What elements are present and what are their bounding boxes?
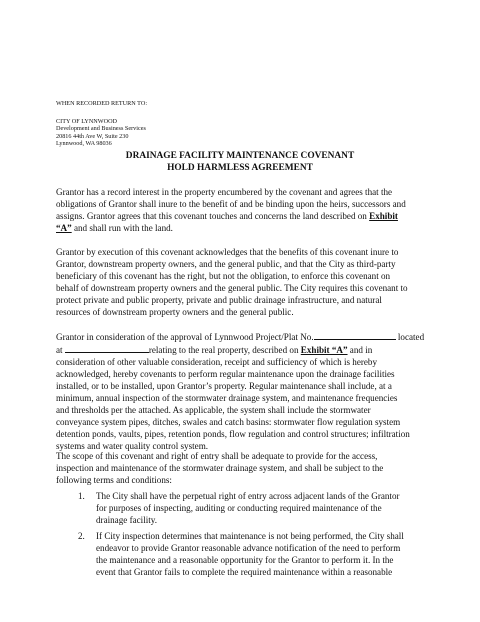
text-line: Grantor in consideration of the approval of Lynnwood Project/Plat No. located xyxy=(56,332,425,342)
text-line: beneficiary of this covenant has the right, but not the obligation, to enforce this covenant on xyxy=(56,271,391,281)
text-line: installed, or to be installed, upon Grantor’s property. Regular maintenance shall include, at a xyxy=(56,381,392,391)
text-line: minimum, annual inspection of the stormwater drainage system, and maintenance frequencies xyxy=(56,393,398,403)
paragraph-scope xyxy=(56,450,432,486)
text-line: Grantor by execution of this covenant acknowledges that the benefits of this covenant inure to xyxy=(56,247,399,257)
text-line: endeavor to provide Grantor reasonable advance notification of the need to perform xyxy=(96,543,401,553)
text-line: conveyance system pipes, ditches, swales and catch basins: stormwater flow regulation system xyxy=(56,417,401,427)
paragraph-grantor-interest xyxy=(56,186,432,234)
list-item-text xyxy=(96,530,404,578)
text-line: drainage facility. xyxy=(96,515,158,525)
plat-number-field[interactable] xyxy=(314,330,396,340)
list-item-text xyxy=(96,490,400,526)
return-address xyxy=(56,118,146,148)
text-line: event that Grantor fails to complete the required maintenance within a reasonable xyxy=(96,567,393,577)
return-to-label: WHEN RECORDED RETURN TO: xyxy=(56,100,148,107)
text-line: assigns. Grantor agrees that this covenant touches and concerns the land described on Exhibit xyxy=(56,211,398,221)
exhibit-a-reference: Exhibit xyxy=(369,211,398,221)
text-line: obligations of Grantor shall inure to the benefit of and be binding upon the heirs, successors and xyxy=(56,199,406,209)
text-line: for purposes of inspecting, auditing or conducting required maintenance of the xyxy=(96,503,382,513)
text-line: consideration of other valuable consideration, receipt and sufficiency of which is hereby xyxy=(56,357,378,367)
text-line: the maintenance and a reasonable opportunity for the Grantor to perform it. In the xyxy=(96,555,394,565)
exhibit-a-reference: Exhibit “A” xyxy=(300,345,348,355)
address-line: Lynnwood, WA 98036 xyxy=(56,140,112,148)
text-line: behalf of downstream property owners and the general public. The City requires this covenant to xyxy=(56,283,408,293)
text-line: The City shall have the perpetual right of entry across adjacent lands of the Grantor xyxy=(96,491,400,501)
text-line: detention ponds, vaults, pipes, retention ponds, flow regulation and control structures; infiltration xyxy=(56,429,410,439)
text-line: The scope of this covenant and right of entry shall be adequate to provide for the access, xyxy=(56,451,378,461)
text-line: If City inspection determines that maintenance is not being performed, the City shall xyxy=(96,531,404,541)
exhibit-a-reference: “A” xyxy=(56,223,72,233)
list-item-number: 1. xyxy=(78,491,85,501)
text-line: protect private and public property, private and public drainage infrastructure, and natural xyxy=(56,295,382,305)
text-line: Grantor has a record interest in the property encumbered by the covenant and agrees that the xyxy=(56,187,393,197)
text-line: “A” and shall run with the land. xyxy=(56,223,173,233)
text-line: resources of downstream property owners and the general public. xyxy=(56,307,294,317)
address-line: CITY OF LYNNWOOD xyxy=(56,118,118,125)
text-line: systems and water quality control system. xyxy=(56,441,209,451)
paragraph-acknowledgement xyxy=(56,246,432,318)
text-line: following terms and conditions: xyxy=(56,475,172,485)
address-line: Development and Business Services xyxy=(56,125,146,133)
text-line: acknowledged, hereby covenants to perform regular maintenance upon the drainage facilities xyxy=(56,369,395,379)
text-line: at relating to the real property, described on Exhibit “A” and in xyxy=(56,345,373,355)
text-line: inspection and maintenance of the stormwater drainage system, and shall be subject to the xyxy=(56,463,384,473)
paragraph-consideration xyxy=(56,330,432,452)
property-location-field[interactable] xyxy=(65,343,149,353)
title-line-2: HOLD HARMLESS AGREEMENT xyxy=(167,163,313,173)
address-line: 20816 44th Ave W, Suite 230 xyxy=(56,132,129,140)
text-line: Grantor, downstream property owners, and the general public, and that the City as third-party xyxy=(56,259,396,269)
list-item-number: 2. xyxy=(78,531,85,541)
document-title xyxy=(0,150,480,174)
text-line: and thresholds per the attached. As applicable, the system shall include the stormwater xyxy=(56,405,371,415)
title-line-1: DRAINAGE FACILITY MAINTENANCE COVENANT xyxy=(125,151,355,161)
